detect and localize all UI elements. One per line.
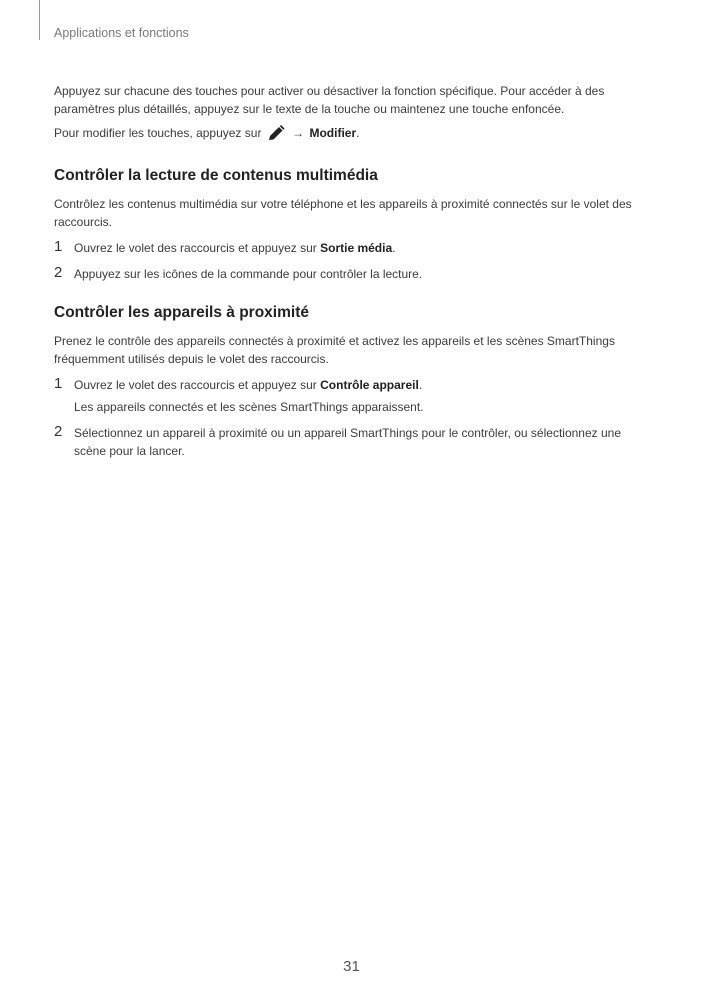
intro-edit-instruction: [54, 124, 650, 145]
nearby-step-1: [54, 376, 650, 416]
edit-instruction-text: Pour modifier les touches, appuyez sur: [54, 126, 262, 140]
header-divider: [39, 0, 40, 40]
nearby-step-2: [54, 424, 650, 460]
edit-instruction-end: .: [356, 126, 360, 140]
step-number: 1: [54, 238, 63, 255]
step-number: 2: [54, 264, 63, 281]
media-section-description: Contrôlez les contenus multimédia sur votre téléphone et les appareils à proximité connectés sur le volet des raccourcis.: [54, 197, 632, 229]
page-content: [54, 82, 650, 460]
step-text-end: .: [392, 241, 396, 255]
media-section-title: Contrôler la lecture de contenus multimédia: [54, 167, 378, 184]
step-number: 1: [54, 375, 63, 392]
step-text: Appuyez sur les icônes de la commande pour contrôler la lecture.: [74, 267, 423, 281]
step-text-end: .: [418, 378, 423, 392]
pencil-icon: [267, 125, 285, 145]
controle-appareil-label: Contrôle appareil: [320, 378, 419, 392]
step-result-text: Les appareils connectés et les scènes SmartThings apparaissent.: [74, 400, 424, 414]
arrow-glyph: →: [292, 126, 305, 140]
page-number: 31: [343, 958, 360, 975]
step-text: Ouvrez le volet des raccourcis et appuyez sur: [74, 378, 317, 392]
nearby-section-title: Contrôler les appareils à proximité: [54, 304, 309, 321]
intro-paragraph: Appuyez sur chacune des touches pour activer ou désactiver la fonction spécifique. Pour accéder à des paramètres plus détaillés, appuyez sur le texte de la touche ou maintenez une touche enfoncée.: [54, 84, 605, 116]
step-number: 2: [54, 423, 63, 440]
media-step-2: [54, 265, 650, 283]
step-text: Ouvrez le volet des raccourcis et appuyez sur: [74, 241, 317, 255]
nearby-section-description: Prenez le contrôle des appareils connectés à proximité et activez les appareils et les scènes SmartThings fréquemment utilisés depuis le volet des raccourcis.: [54, 334, 615, 366]
sortie-media-label: Sortie média: [320, 241, 393, 255]
header-title: Applications et fonctions: [54, 26, 189, 40]
modifier-label: Modifier: [309, 126, 357, 140]
step-text: Sélectionnez un appareil à proximité ou un appareil SmartThings pour le contrôler, ou sélectionnez une scène pour la lancer.: [74, 426, 621, 458]
media-step-1: [54, 239, 650, 257]
